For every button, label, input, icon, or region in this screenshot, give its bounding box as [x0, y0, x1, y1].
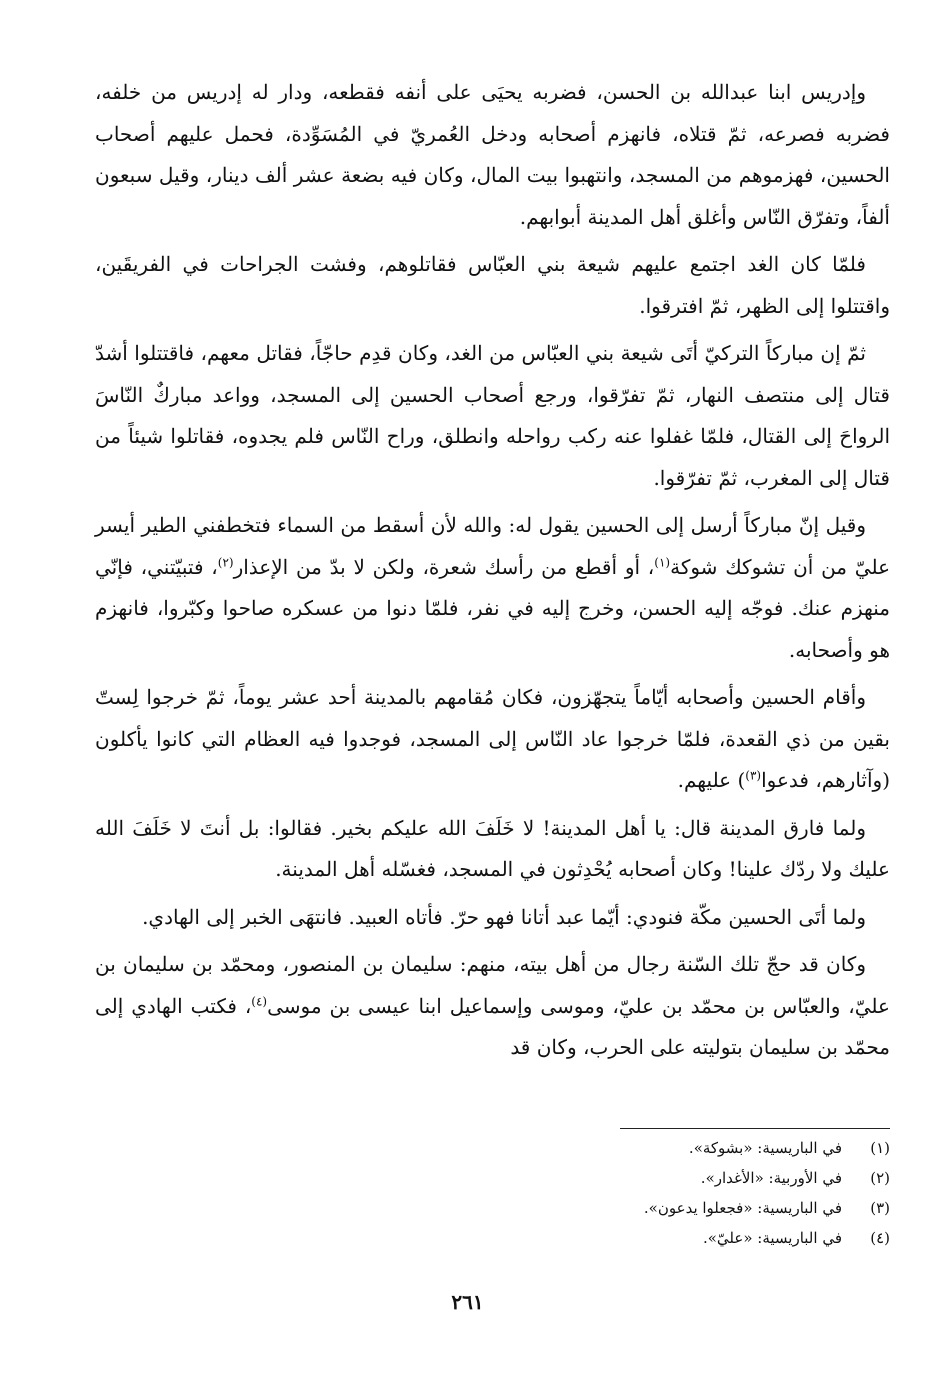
paragraph-8: وكان قد حجّ تلك السّنة رجال من أهل بيته، منهم: سليمان بن المنصور، ومحمّد بن سليمان بن عليّ، والعبّاس بن محمّد بن عليّ، وموسى وإسماعيل ابنا عيسى بن موسى$^{(٤)}$، فكتب الهادي إلى محمّد بن سليمان بتوليته على الحرب، وكان قد — [95, 952, 890, 1059]
footnote-text: في الباريسية: «عليّ». — [702, 1229, 842, 1247]
footnote-text: في الأوربية: «الأغدار». — [700, 1169, 842, 1187]
footnote-1 — [95, 1133, 890, 1163]
footnotes — [95, 1128, 890, 1253]
footnote-number: (٤) — [870, 1229, 890, 1247]
footnote-number: (٢) — [870, 1169, 890, 1187]
paragraph-4: وقيل إنّ مباركاً أرسل إلى الحسين يقول له: والله لأن أسقط من السماء فتخطفني الطير أيسر عليّ من أن تشوكك شوكة$^{(١)}$، أو أقطع من رأسك شعرة، ولكن لا بدّ من الإعذار$^{(٢)}$، فتبيّتني، فإنّي منهزم عنك. فوجّه إليه الحسن، وخرج إليه في نفر، فلمّا دنوا من عسكره صاحوا وكبّروا، فانهزم هو وأصحابه. — [95, 513, 891, 662]
footnote-text: في الباريسية: «فجعلوا يدعون». — [643, 1199, 842, 1217]
footnote-4 — [95, 1223, 890, 1253]
footnote-number: (٣) — [870, 1199, 890, 1217]
footnote-ref-3: (٣) — [745, 768, 762, 783]
footnote-text: في الباريسية: «بشوكة». — [688, 1139, 842, 1157]
footnote-number: (١) — [870, 1139, 890, 1157]
footnote-3 — [95, 1193, 890, 1223]
paragraph-6: ولما فارق المدينة قال: يا أهل المدينة! لا خَلَفَ الله عليكم بخير. فقالوا: بل أنتَ لا خَلَفَ الله عليك ولا ردّك علينا! وكان أصحابه يُحْدِثون في المسجد، فغسّله أهل المدينة. — [95, 815, 890, 881]
page-number: ٢٦١ — [451, 1290, 484, 1314]
paragraph-7: ولما أتَى الحسين مكّة فنودي: أيّما عبد أتانا فهو حرّ. فأتاه العبيد. فانتهَى الخبر إلى الهادي. — [142, 904, 866, 929]
footnote-ref-2: (٢) — [217, 554, 234, 569]
footnote-divider — [620, 1128, 890, 1129]
paragraph-2: فلمّا كان الغد اجتمع عليهم شيعة بني العبّاس فقاتلوهم، وفشت الجراحات في الفريقَين، واقتتلوا إلى الظهر، ثمّ افترقوا. — [95, 252, 890, 318]
paragraph-1: وإدريس ابنا عبدالله بن الحسن، فضربه يحيَى على أنفه فقطعه، ودار له إدريس من خلفه، فضربه فصرعه، ثمّ قتلاه، فانهزم أصحابه ودخل العُمريّ في المُسَوِّدة، فحمل عليهم أصحاب الحسين، فهزموهم من المسجد، وانتهبوا بيت المال، وكان فيه بضعة عشر ألف دينار، وقيل سبعون ألفاً، وتفرّق النّاس وأغلق أهل المدينة أبوابهم. — [95, 80, 890, 229]
footnote-ref-1: (١) — [654, 554, 671, 569]
main-text — [95, 72, 890, 1075]
paragraph-5: وأقام الحسين وأصحابه أيّاماً يتجهّزون، فكان مُقامهم بالمدينة أحد عشر يوماً، ثمّ خرجوا لِستّ بقين من ذي القعدة، فلمّا خرجوا عاد النّاس إلى المسجد، فوجدوا فيه العظام التي كانوا يأكلون (وآثارهم، فدعوا$^{(٣)}$) عليهم. — [95, 685, 890, 792]
paragraph-3: ثمّ إن مباركاً التركيّ أتَى شيعة بني العبّاس من الغد، وكان قدِم حاجّاً، فقاتل معهم، فاقتتلوا أشدّ قتال إلى منتصف النهار، ثمّ تفرّقوا، ورجع أصحاب الحسين إلى المسجد، وواعد مباركٌ النّاسَ الرواحَ إلى القتال، فلمّا غفلوا عنه ركب رواحله وانطلق، وراح النّاس فلم يجدوه، فقاتلوا شيئاً من قتال إلى المغرب، ثمّ تفرّقوا. — [95, 341, 890, 490]
footnote-2 — [95, 1163, 890, 1193]
footnote-ref-4: (٤) — [251, 993, 268, 1008]
